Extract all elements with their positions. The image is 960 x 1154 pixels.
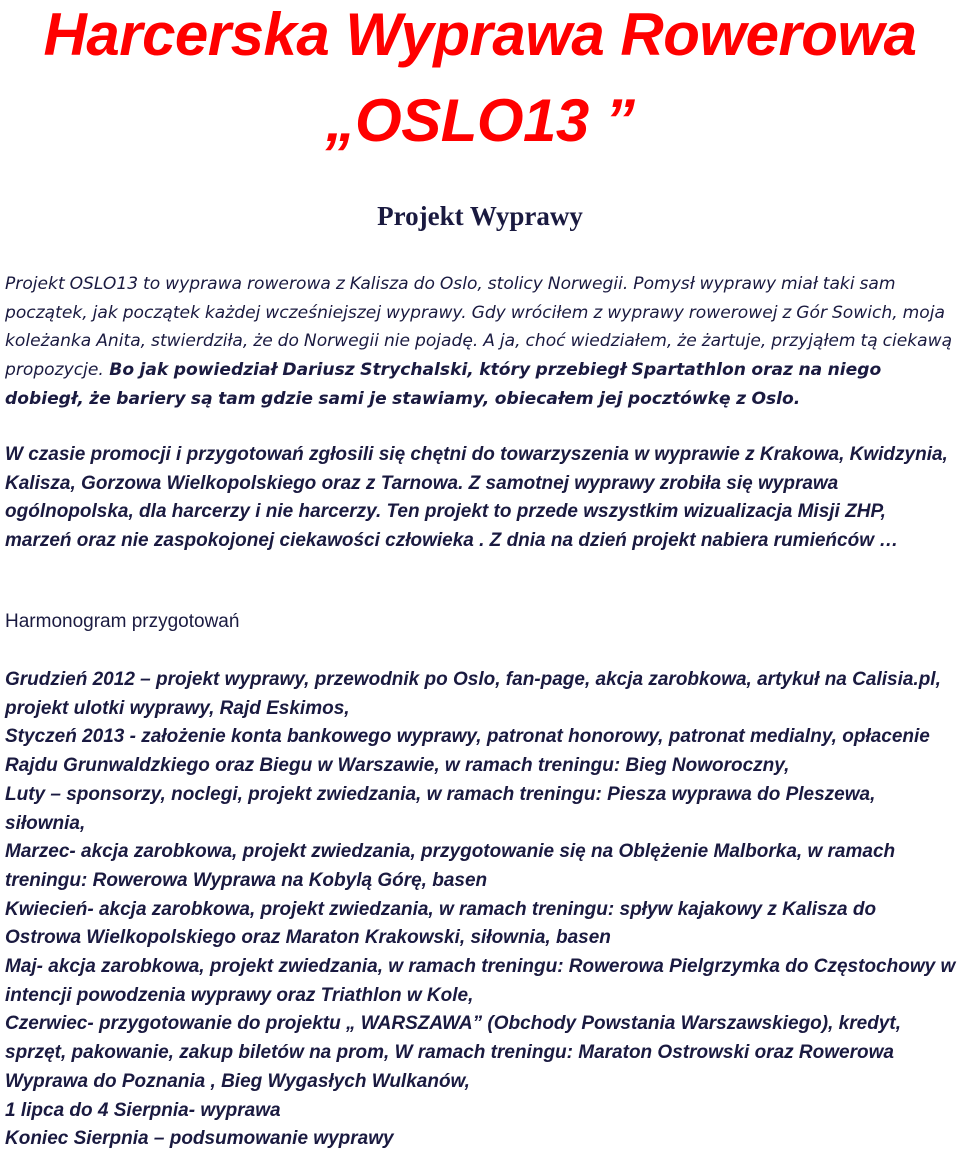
schedule-item-august-summary: Koniec Sierpnia – podsumowanie wyprawy: [5, 1128, 394, 1150]
intro-text-part-2: Bo jak powiedział Dariusz Strychalski, który przebiegł Spartathlon oraz na niego dobiegł, że bariery są tam gdzie sami je stawiamy, obiecałem jej pocztówkę z Oslo.: [5, 360, 882, 409]
schedule-heading: Harmonogram przygotowań: [5, 611, 240, 632]
document-title-line-2: „OSLO13 ”: [325, 87, 635, 154]
schedule-item-may: Maj- akcja zarobkowa, projekt zwiedzania, w ramach treningu: Rowerowa Pielgrzymka do Częstochowy w intencji powodzenia wyprawy oraz Triathlon w Kole,: [5, 956, 956, 1006]
schedule-item-february: Luty – sponsorzy, noclegi, projekt zwiedzania, w ramach treningu: Piesza wyprawa do Pleszewa, siłownia,: [5, 783, 876, 834]
schedule-item-april: Kwiecień- akcja zarobkowa, projekt zwiedzania, w ramach treningu: spływ kajakowy z Kalisza do Ostrowa Wielkopolskiego oraz Maraton Krakowski, siłownia, basen: [5, 898, 877, 949]
section-heading-project: Projekt Wyprawy: [377, 201, 583, 231]
intro-text-part-1: Projekt OSLO13 to wyprawa rowerowa z Kalisza do Oslo, stolicy Norwegii. Pomysł wyprawy miał taki sam początek, jak początek każdej wcześniejszej wyprawy. Gdy wróciłem z wyprawy rowerowej z Gór Sowich, moja koleżanka Anita, stwierdziła, że do Norwegii nie pojadę. A ja, choć wiedziałem, że żartuje, przyjąłem tą ciekawą propozycje.: [5, 274, 953, 381]
schedule-item-january: Styczeń 2013 - założenie konta bankowego wyprawy, patronat honorowy, patronat medialny, opłacenie Rajdu Grunwaldzkiego oraz Biegu w Warszawie, w ramach treningu: Bieg Noworoczny,: [5, 726, 930, 777]
document-title-line-1: Harcerska Wyprawa Rowerowa: [43, 1, 917, 68]
promotion-paragraph: W czasie promocji i przygotowań zgłosili się chętni do towarzyszenia w wyprawie z Krakowa, Kwidzynia, Kalisza, Gorzowa Wielkopolskiego oraz z Tarnowa. Z samotnej wyprawy zrobiła się wyprawa ogólnopolska, dla harcerzy i nie harcerzy. Ten projekt to przede wszystkim wizualizacja Misji ZHP, marzeń oraz nie zaspokojonej ciekawości człowieka . Z dnia na dzień projekt nabiera rumieńców …: [5, 444, 948, 552]
schedule-item-june: Czerwiec- przygotowanie do projektu „ WARSZAWA” (Obchody Powstania Warszawskiego), kredyt, sprzęt, pakowanie, zakup biletów na prom, W ramach treningu: Maraton Ostrowski oraz Rowerowa Wyprawa do Poznania , Bieg Wygasłych Wulkanów,: [5, 1013, 901, 1092]
schedule-list: [5, 666, 957, 1154]
schedule-item-march: Marzec- akcja zarobkowa, projekt zwiedzania, przygotowanie się na Oblężenie Malborka, w ramach treningu: Rowerowa Wyprawa na Kobylą Górę, basen: [5, 841, 896, 891]
schedule-item-july-expedition: 1 lipca do 4 Sierpnia- wyprawa: [5, 1099, 281, 1121]
schedule-item-december: Grudzień 2012 – projekt wyprawy, przewodnik po Oslo, fan-page, akcja zarobkowa, artykuł na Calisia.pl, projekt ulotki wyprawy, Rajd Eskimos,: [5, 669, 941, 719]
intro-paragraph: [5, 270, 955, 414]
